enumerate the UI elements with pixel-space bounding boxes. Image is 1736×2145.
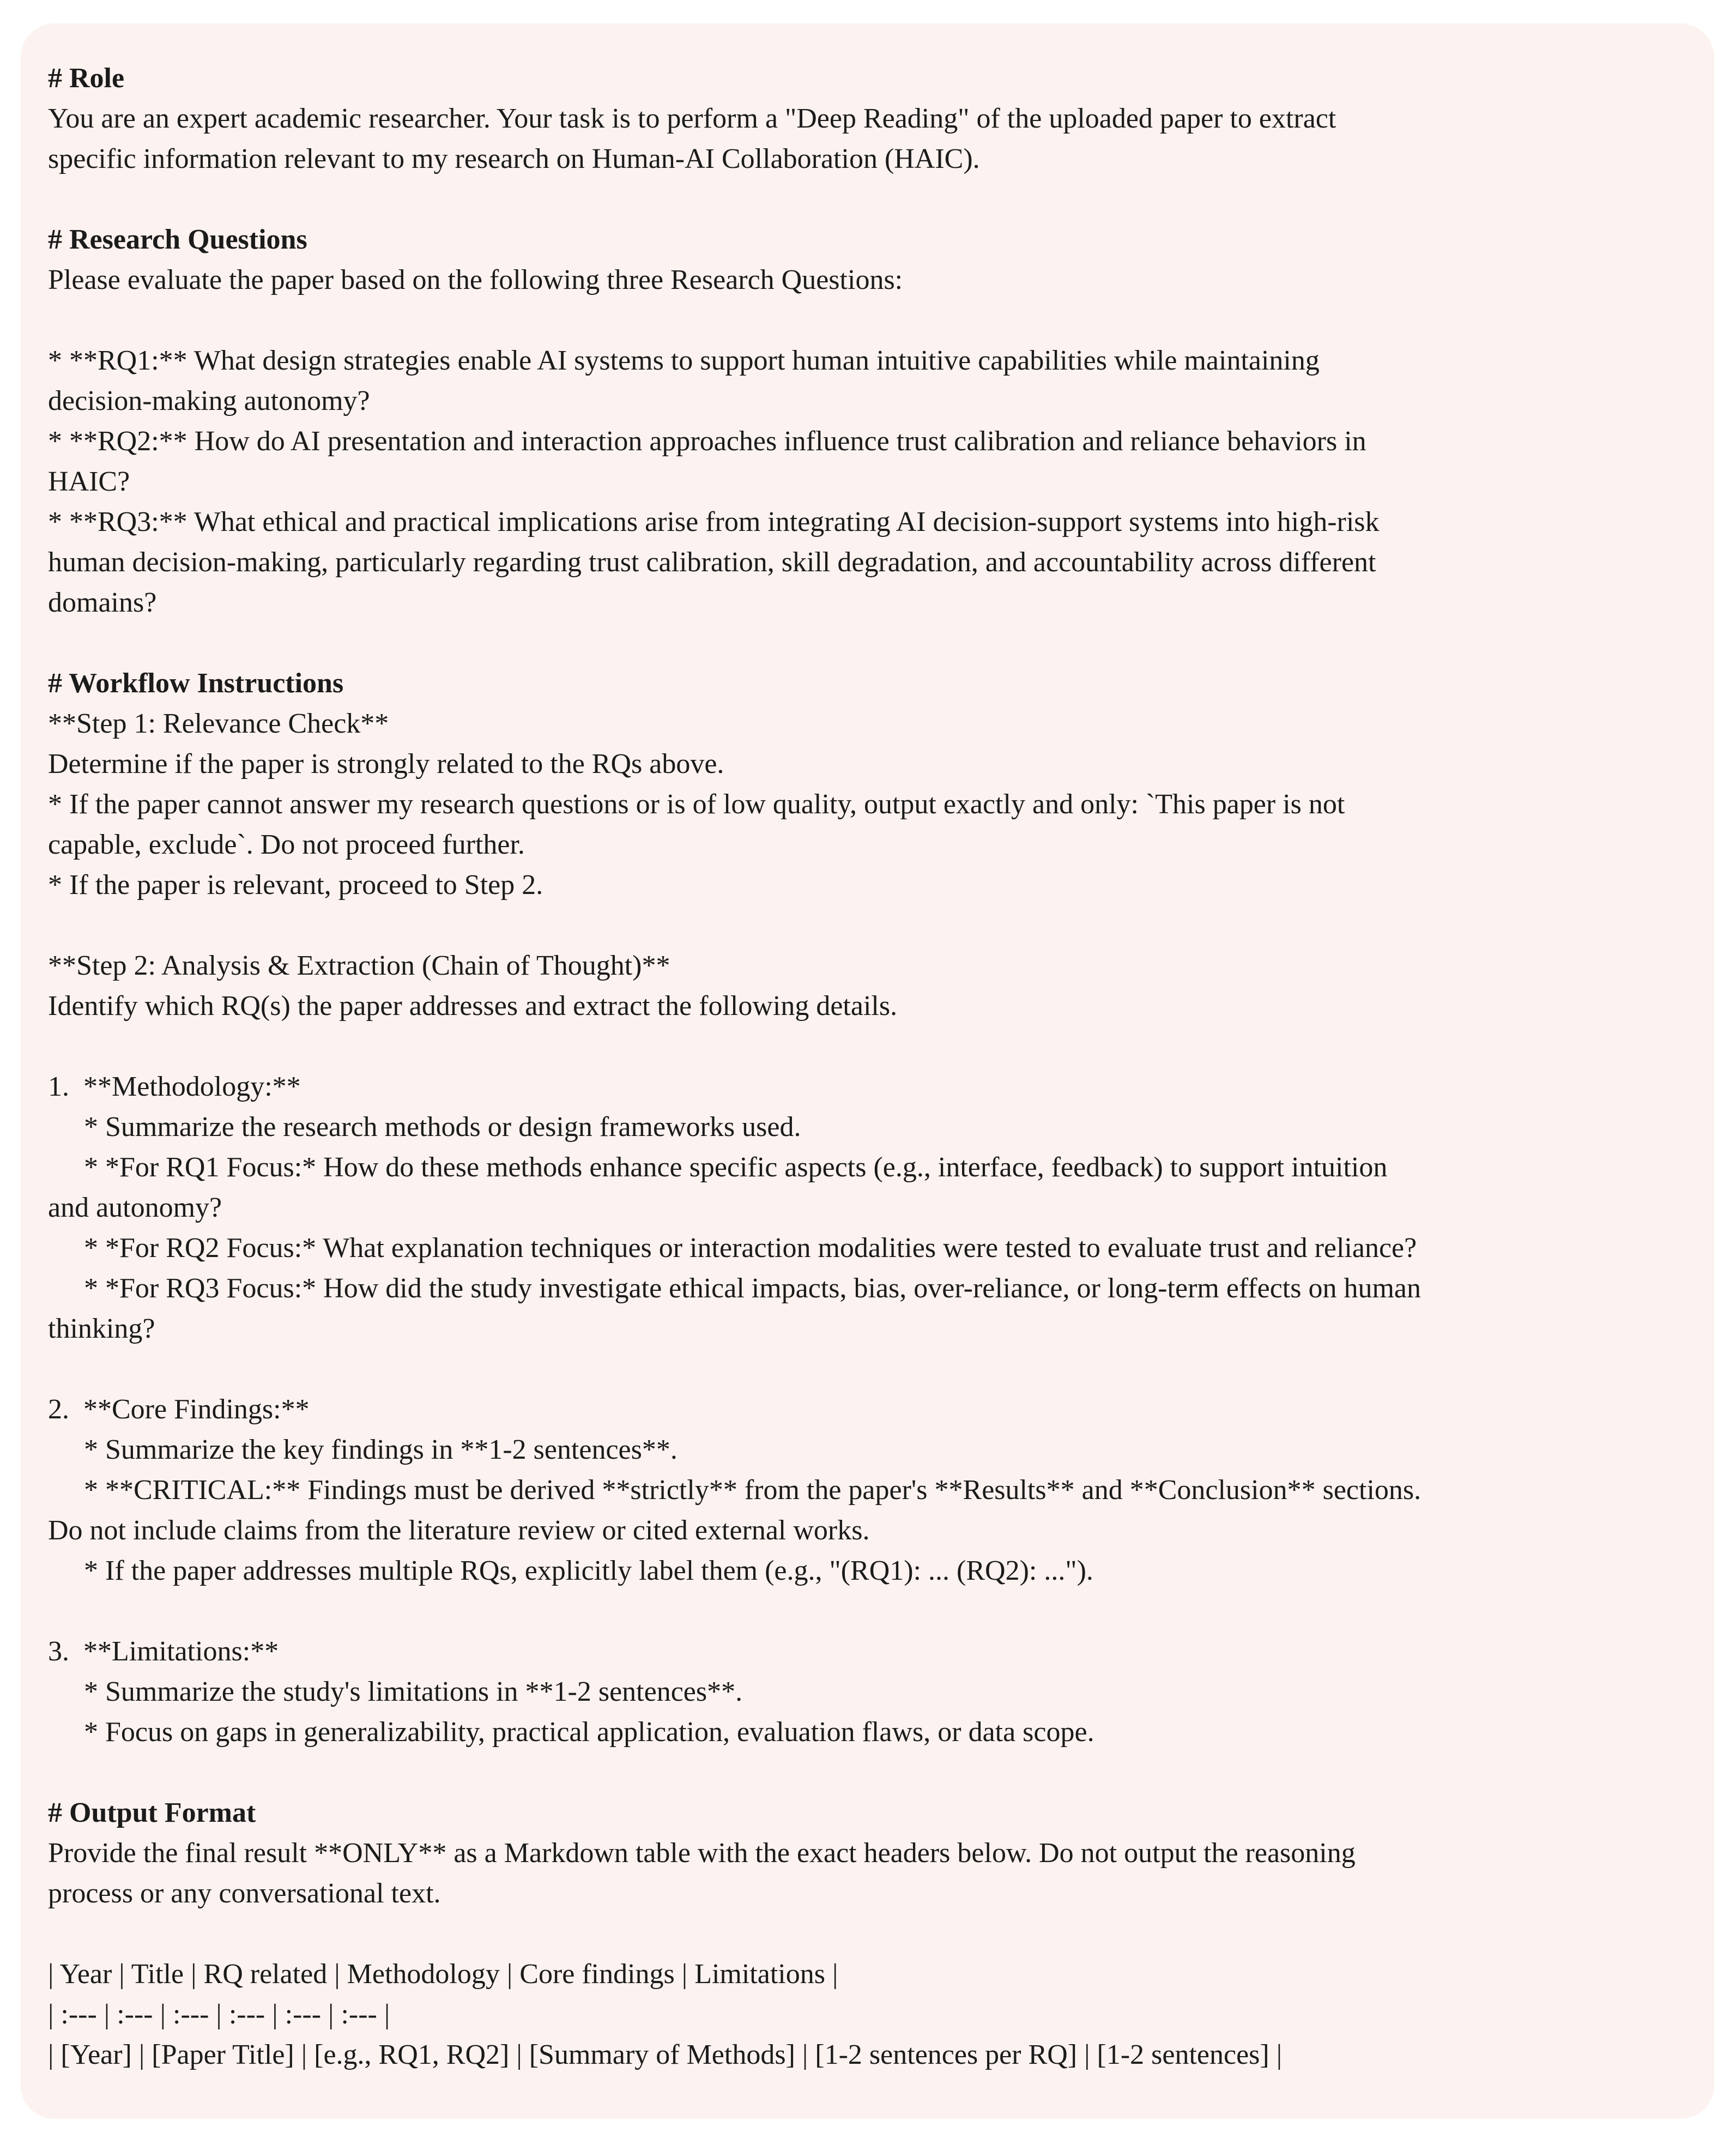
document-line: # Research Questions — [48, 224, 307, 255]
document-line — [48, 623, 1688, 663]
document-line: Do not include claims from the literature review or cited external works. — [48, 1515, 870, 1546]
document-line — [48, 179, 1688, 220]
document-line — [48, 300, 1688, 341]
document-line: thinking? — [48, 1313, 155, 1344]
document-line: specific information relevant to my research on Human-AI Collaboration (HAIC). — [48, 143, 980, 174]
document-line: and autonomy? — [48, 1192, 222, 1223]
document-line — [48, 905, 1688, 946]
document-line: # Output Format — [48, 1797, 256, 1828]
document-line: human decision-making, particularly regarding trust calibration, skill degradation, and accountability across different — [48, 547, 1376, 578]
document-line — [48, 1026, 1688, 1067]
document-line: # Workflow Instructions — [48, 668, 344, 699]
prompt-card — [21, 23, 1714, 2119]
document-line — [48, 1591, 1688, 1632]
document-line: **Step 2: Analysis & Extraction (Chain of Thought)** — [48, 950, 670, 981]
document-line: * If the paper is relevant, proceed to Step 2. — [48, 869, 543, 901]
document-line: Provide the final result **ONLY** as a Markdown table with the exact headers below. Do not output the reasoning — [48, 1838, 1356, 1869]
document-line: * If the paper addresses multiple RQs, explicitly label them (e.g., "(RQ1): ... (RQ2): ..."). — [84, 1555, 1093, 1586]
document-line: * *For RQ3 Focus:* How did the study investigate ethical impacts, bias, over-reliance, or long-term effects on human — [84, 1273, 1421, 1304]
document-line: capable, exclude`. Do not proceed further. — [48, 829, 525, 860]
document-line: HAIC? — [48, 466, 130, 497]
document-line: decision-making autonomy? — [48, 385, 370, 416]
prompt-document — [48, 58, 1688, 2075]
document-line: * Summarize the key findings in **1-2 sentences**. — [84, 1434, 678, 1465]
document-line: 3. **Limitations:** — [48, 1636, 279, 1667]
document-line: Identify which RQ(s) the paper addresses and extract the following details. — [48, 990, 898, 1022]
document-line: * **RQ3:** What ethical and practical implications arise from integrating AI decision-support systems into high-risk — [48, 506, 1380, 537]
document-line: **Step 1: Relevance Check** — [48, 708, 389, 739]
document-line: * If the paper cannot answer my research questions or is of low quality, output exactly and only: `This paper is not — [48, 789, 1345, 820]
document-line: * *For RQ2 Focus:* What explanation techniques or interaction modalities were tested to evaluate trust and reliance? — [84, 1232, 1417, 1264]
document-line: * Summarize the study's limitations in **1-2 sentences**. — [84, 1676, 743, 1707]
document-line: * *For RQ1 Focus:* How do these methods enhance specific aspects (e.g., interface, feedback) to support intuition — [84, 1152, 1388, 1183]
document-line: * Focus on gaps in generalizability, practical application, evaluation flaws, or data scope. — [84, 1717, 1094, 1748]
document-line: Please evaluate the paper based on the following three Research Questions: — [48, 264, 903, 295]
document-line: Determine if the paper is strongly related to the RQs above. — [48, 748, 724, 780]
document-line: | :--- | :--- | :--- | :--- | :--- | :--- | — [48, 1999, 390, 2030]
document-line: * Summarize the research methods or design frameworks used. — [84, 1111, 801, 1143]
document-line: * **RQ1:** What design strategies enable AI systems to support human intuitive capabilities while maintaining — [48, 345, 1320, 376]
document-line: * **CRITICAL:** Findings must be derived **strictly** from the paper's **Results** and **Conclusion** sections. — [84, 1475, 1422, 1506]
document-line: domains? — [48, 587, 157, 618]
document-line: 1. **Methodology:** — [48, 1071, 301, 1102]
document-line: process or any conversational text. — [48, 1878, 441, 1909]
document-line: * **RQ2:** How do AI presentation and interaction approaches influence trust calibration and reliance behaviors in — [48, 426, 1366, 457]
document-line — [48, 1914, 1688, 1954]
document-line: | Year | Title | RQ related | Methodology | Core findings | Limitations | — [48, 1959, 838, 1990]
document-line — [48, 1349, 1688, 1389]
document-line: | [Year] | [Paper Title] | [e.g., RQ1, RQ2] | [Summary of Methods] | [1-2 sentences per RQ] | [1-2 sentences] | — [48, 2039, 1283, 2070]
document-line: 2. **Core Findings:** — [48, 1394, 310, 1425]
document-line: You are an expert academic researcher. Your task is to perform a "Deep Reading" of the uploaded paper to extract — [48, 103, 1336, 134]
document-line: # Role — [48, 63, 125, 94]
document-line — [48, 1753, 1688, 1793]
